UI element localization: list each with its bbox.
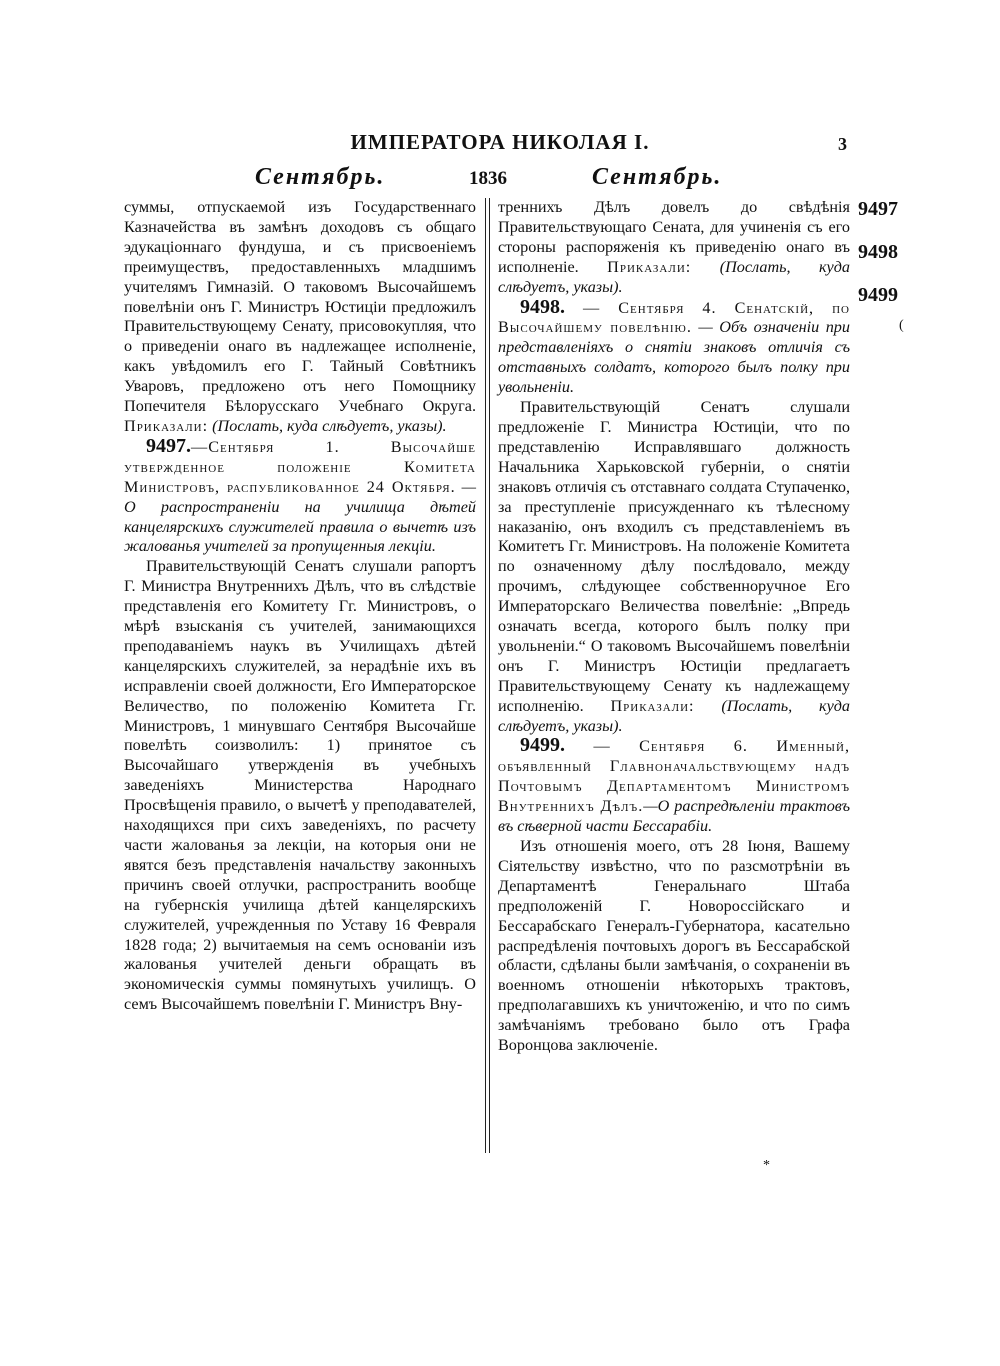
entry-number: 9498. (520, 295, 565, 318)
paragraph-text: Правительствующій Сенатъ слушали предложеніе Г. Министра Юстиціи, что по представленію Исправлявшаго должность Начальника Харьковской губерніи, о снятіи знаковъ отличія съ отставнаго солдата Ступаченко, за преступленіе присужденнаго къ тѣлесному наказанію, онъ входилъ съ представленіемъ въ Комитетъ Гг. Министровъ. На положеніе Комитета по означенному дѣлу послѣдовало, между прочимъ, слѣдующее собственноручное Его Императорскаго Величества повелѣніе: „Впредь означать всегда, которого былъ полку при увольненіи.“ О таковомъ Высочайшемъ повелѣніи онъ Г. Министръ Юстиціи предлагаетъ Правительствующему Сенату къ надлежащему исполненію. (498, 398, 850, 715)
paragraph (124, 557, 476, 1015)
right-column (498, 198, 850, 1056)
column-divider (485, 198, 490, 1153)
resolution-label: Приказали: (607, 257, 692, 276)
year-heading: 1836 (469, 168, 507, 189)
margin-number: 9497 (858, 198, 898, 220)
paragraph-text: суммы, отпускаемой изъ Государственнаго Казначейства въ замѣнъ доходовъ съ общаго эдукаціоннаго фундуша, и съ присвоеніемъ преимуществъ, предоставленныхъ младшимъ учителямъ Гимназій. О таковомъ Высочайшемъ повелѣніи онъ Г. Министръ Юстиціи предложилъ Правительствующему Сенату, присовокупляя, что о приведеніи онаго въ надлежащее исполненіе, какъ увѣдомилъ его Г. Тайный Совѣтникъ Уваровъ, предложено отъ него Помощнику Попечителя Бѣлорусскаго Учебнаго Округа. (124, 198, 476, 416)
margin-number: 9499 (858, 284, 898, 306)
entry-title: —О распредѣленіи трактовъ въ сѣверной части Бессарабіи. (498, 797, 850, 836)
entry-title: — О распространеніи на училища дѣтей канцелярскихъ служителей правила о вычетѣ изъ жалованья учителей за пропущенныя лекціи. (124, 477, 476, 556)
margin-mark: ( (899, 318, 904, 333)
paragraph (124, 198, 476, 437)
resolution-label: Приказали: (124, 416, 209, 435)
paragraph (498, 398, 850, 736)
entry-heading: — Сентября 6. Именный, объявленный Главноначальствующему надъ Почтовымъ Департаментомъ Министромъ Внутреннихъ Дѣлъ. (498, 737, 850, 816)
paragraph (498, 837, 850, 1056)
paragraph-text: треннихъ Дѣлъ довелъ до свѣдѣнія Правительствующаго Сената, для учиненія съ его стороны распоряженія къ приведенію онаго въ исполненіе. (498, 198, 850, 276)
paragraph-text: Изъ отношенія моего, отъ 28 Іюня, Вашему Сіятельству извѣстно, что по разсмотрѣніи въ Департаментѣ Генеральнаго Штаба предположеній Г. Новороссійскаго и Бессарабскаго Генералъ-Губернатора, касательно распредѣленія почтовыхъ дорогъ въ Бессарабской области, сдѣланы были замѣчанія, о сохраненіи въ военномъ отношеніи нѣкоторыхъ трактовъ, предполагавшихъ къ уничтоженію, и что по симъ замѣчаніямъ требовано было отъ Графа Воронцова заключеніе. (498, 837, 850, 1055)
resolution-text: (Послать, куда слѣдуетъ, указы). (208, 416, 447, 435)
entry-number: 9497. (146, 434, 191, 457)
month-heading-right: Сентябрь. (592, 164, 723, 190)
resolution-text: (Послать, куда слѣдуетъ, указы). (498, 257, 850, 296)
entry-heading: — Сентября 4. Сенатскій, по Высочайшему повелѣнію. (498, 298, 850, 337)
left-column (124, 198, 476, 1015)
paragraph (498, 198, 850, 298)
entry-title: — Объ означеніи при представленіяхъ о снятіи знаковъ отличія съ отставныхъ солдатъ, которого былъ полку при увольненіи. (498, 318, 850, 397)
month-heading-left: Сентябрь. (255, 164, 386, 190)
page-number: 3 (838, 134, 847, 154)
running-title: ИМПЕРАТОРА НИКОЛАЯ I. (350, 130, 650, 154)
entry-number: 9499. (520, 734, 565, 757)
decree-entry (498, 736, 850, 837)
decree-entry (124, 434, 476, 557)
resolution-label: Приказали: (610, 696, 695, 715)
paragraph-text: Правительствующій Сенатъ слушали рапортъ Г. Министра Внутреннихъ Дѣлъ, что въ слѣдствіе представленія его Комитету Гг. Министровъ, о мѣрѣ взысканія съ учителей, занимающихся преподаваніемъ наукъ въ Училищахъ дѣтей канцелярскихъ служителей, за нерадѣніе ихъ въ исправленіи своей должности, Его Императорское Величество, по положенію Комитета Гг. Министровъ, 1 минувшаго Сентября Высочайше повелѣть соизволилъ: 1) принятое съ Высочайшаго утвержденія въ учебныхъ заведеніяхъ Министерства Народнаго Просвѣщенія правило, о вычетѣ у преподавателей, находящихся при сихъ заведеніяхъ, по расчету части жалованья за лекціи, на которыя они не явятся безъ представленія начальству законныхъ причинъ своей отлучки, распространить вообще на губернскія училища дѣтей канцелярскихъ служителей, учрежденныя по Уставу 16 Февраля 1828 года; 2) вычитаемыя на семъ основаніи изъ жалованья учителей деньги обращать въ экономическія суммы помянутыхъ училищъ. О семъ Высочайшемъ повелѣніи Г. Министръ Вну- (124, 557, 476, 1014)
decree-entry (498, 295, 850, 399)
entry-heading: —Сентября 1. Высочайше утвержденное положеніе Комитета Министровъ, распубликованное 24 Октября. (124, 437, 476, 496)
margin-number: 9498 (858, 241, 898, 263)
resolution-text: (Послать, куда слѣдуетъ, указы). (498, 696, 850, 735)
footer-mark: * (763, 1158, 770, 1173)
